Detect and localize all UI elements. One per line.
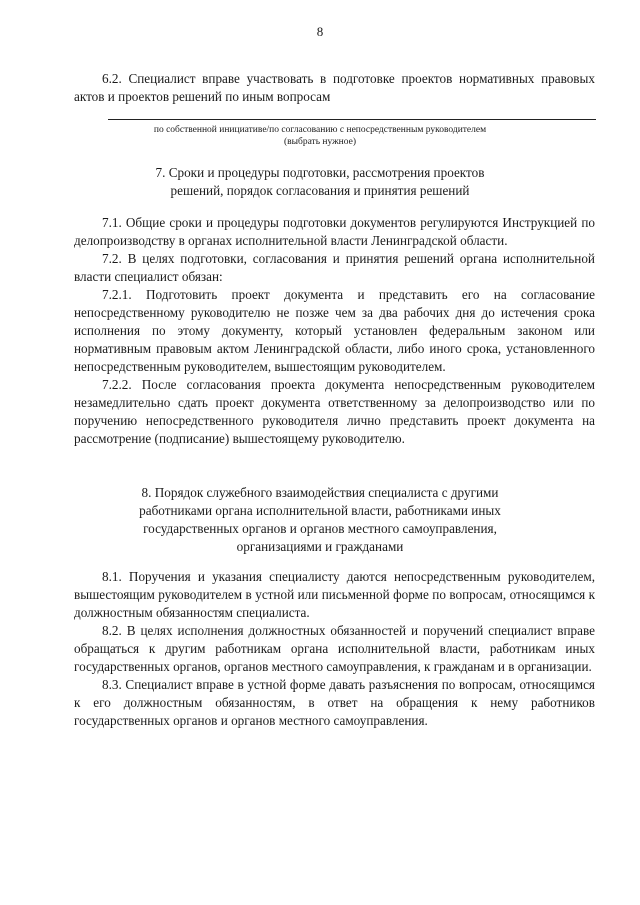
section-7-heading — [0, 164, 640, 200]
caption-note: (выбрать нужное) — [283, 137, 357, 147]
paragraph-8-1: 8.1. Поручения и указания специалисту даются непосредственным руководителем, вышестоящим руководителем в устной или письменной форме по вопросам, относящимся к должностным обязанностям специалиста. — [74, 569, 595, 620]
paragraph-text: 6.2. Специалист вправе участвовать в подготовке проектов нормативных правовых актов и проектов решений по иным вопросам — [74, 71, 595, 104]
section-7-body — [74, 214, 595, 448]
section-8-heading — [0, 484, 640, 556]
heading-line: организациями и гражданами — [236, 539, 404, 554]
heading-line: работниками органа исполнительной власти, работниками иных — [139, 503, 501, 518]
paragraph-6-2 — [74, 70, 595, 106]
paragraph-7-2-1: 7.2.1. Подготовить проект документа и представить его на согласование непосредственному руководителю не позже чем за два рабочих дня до истечения срока исполнения по этому документу, который установлен федеральным законом или нормативным правовым актом Ленинградской области, либо иного срока, установленного непосредственным руководителем, вышестоящим руководителем. — [74, 287, 595, 374]
fill-in-caption — [0, 124, 640, 148]
paragraph-8-2: 8.2. В целях исполнения должностных обязанностей и поручений специалист вправе обращаться к другим работникам органа исполнительной власти, работникам иных государственных органов, органов местного самоуправления, к гражданам и в организации. — [74, 623, 595, 674]
page-number: 8 — [316, 24, 324, 39]
section-8-body — [74, 568, 595, 730]
paragraph-7-1: 7.1. Общие сроки и процедуры подготовки документов регулируются Инструкцией по делопроизводству в органах исполнительной власти Ленинградской области. — [74, 215, 595, 248]
paragraph-7-2-2: 7.2.2. После согласования проекта документа непосредственным руководителем незамедлительно сдать проект документа ответственному за делопроизводство или по поручению непосредственного руководителя лично представить проект документа на рассмотрение (подписание) вышестоящему руководителю. — [74, 377, 595, 446]
heading-line: решений, порядок согласования и принятия решений — [170, 183, 470, 198]
paragraph-8-3: 8.3. Специалист вправе в устной форме давать разъяснения по вопросам, относящимся к его должностным обязанностям, в ответ на обращения к нему работников государственных органов и органов местного самоуправления. — [74, 677, 595, 728]
paragraph-7-2: 7.2. В целях подготовки, согласования и принятия решений органа исполнительной власти специалист обязан: — [74, 251, 595, 284]
fill-in-line — [108, 119, 596, 120]
heading-line: 8. Порядок служебного взаимодействия специалиста с другими — [141, 485, 499, 500]
heading-line: 7. Сроки и процедуры подготовки, рассмотрения проектов — [155, 165, 485, 180]
caption-line: по собственной инициативе/по согласованию с непосредственным руководителем — [153, 125, 487, 135]
heading-line: государственных органов и органов местного самоуправления, — [143, 521, 497, 536]
